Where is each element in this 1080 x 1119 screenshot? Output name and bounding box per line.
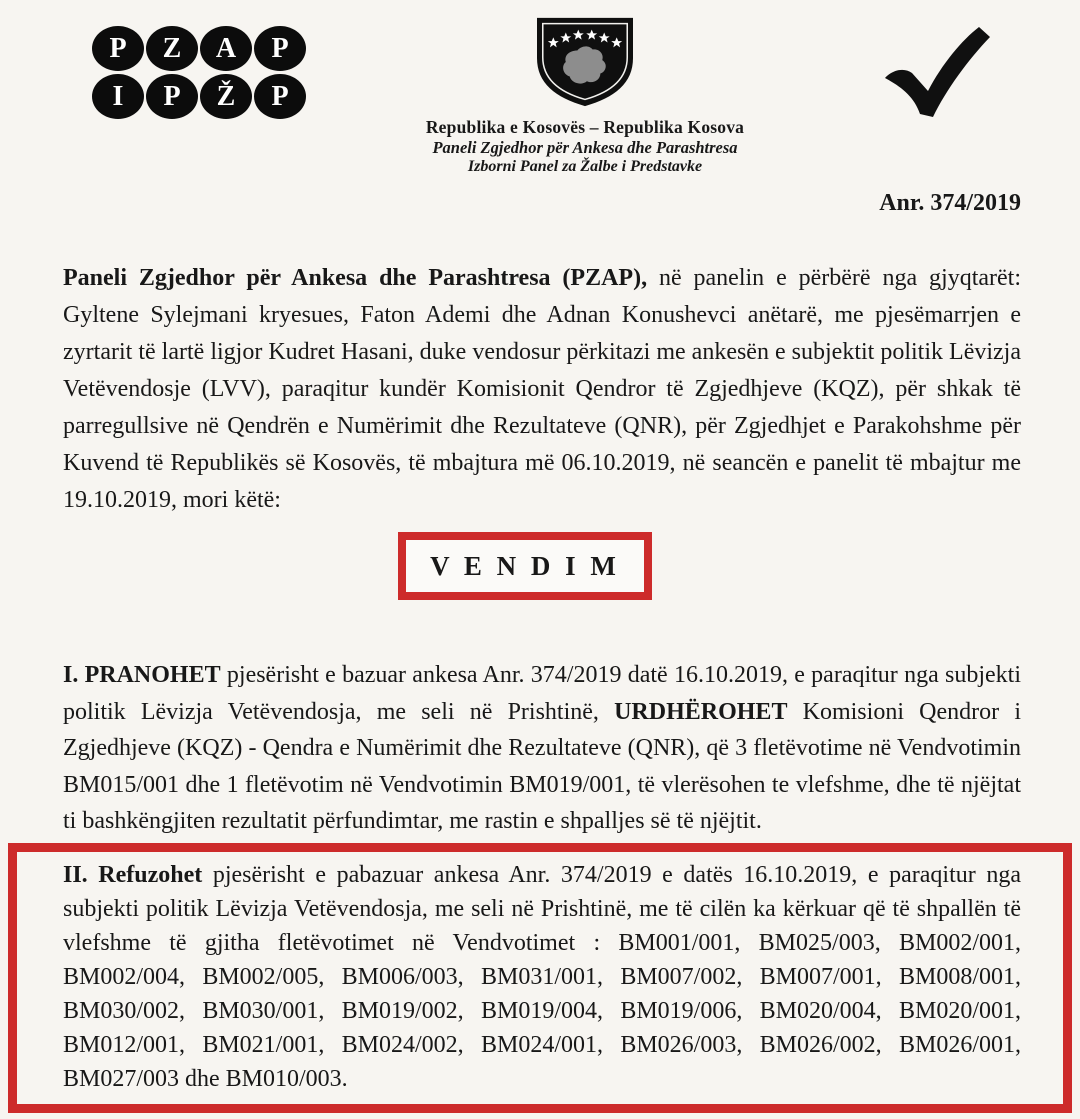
case-number: Anr. 374/2019 (879, 190, 1021, 216)
logo-letter: P (163, 80, 181, 112)
decision-heading: V E N D I M (430, 550, 620, 581)
kosovo-coat-of-arms-icon (527, 14, 643, 110)
pzap-logo-row-1 (92, 26, 308, 71)
logo-letter: A (215, 32, 237, 64)
decision-point-2 (63, 858, 1021, 1096)
republic-title: Republika e Kosovës – Republika Kosova (425, 117, 745, 137)
logo-oval (146, 26, 198, 71)
point2-label: II. Refuzohet (63, 862, 203, 888)
point1-text-a: pjesërisht e bazuar ankesa Anr. 374/2019 datë 16.10.2019, e paraqitur nga subjekti politik Lëvizja Vetëvendosja, me seli në Prishtinë, (63, 662, 1021, 725)
logo-letter: P (271, 80, 289, 112)
point1-order-bold: URDHËROHET (614, 698, 788, 725)
panel-title-albanian: Paneli Zgjedhor për Ankesa dhe Parashtresa (432, 138, 738, 157)
logo-oval (200, 74, 252, 119)
logo-oval (254, 26, 306, 71)
logo-oval (92, 74, 144, 119)
logo-oval (146, 74, 198, 119)
logo-oval (92, 26, 144, 71)
point1-text-b: Komisioni Qendror i Zgjedhjeve (KQZ) - Qendra e Numërimit dhe Rezultateve (QNR), që 3 fletëvotime në Vendvotimin BM015/001 dhe 1 fletëvotim në Vendvotimin BM019/001, të vlerësohen te vlefshme, dhe të njëjtat ti bashkëngjiten rezultatit përfundimtar, me rastin e shpalljes së të njëjtit. (63, 698, 1021, 834)
logo-oval (200, 26, 252, 71)
logo-letter: Z (162, 32, 182, 64)
decision-point-1 (63, 657, 1021, 840)
logo-letter: I (112, 80, 124, 112)
decision-heading-box (398, 532, 652, 600)
pzap-logo-icon (92, 26, 308, 122)
logo-oval (254, 74, 306, 119)
logo-letter: P (109, 32, 127, 64)
intro-lead-bold: Paneli Zgjedhor për Ankesa dhe Parashtresa (PZAP), (63, 265, 648, 291)
panel-title-serbian: Izborni Panel za Žalbe i Predstavke (467, 158, 703, 175)
point2-text: pjesërisht e pabazuar ankesa Anr. 374/2019 e datës 16.10.2019, e paraqitur nga subjekti politik Lëvizja Vetëvendosja, me seli në Prishtinë, me të cilën ka kërkuar që të shpallën të vlefshme të gjitha fletëvotimet në Vendvotimet : BM001/001, BM025/003, BM002/001, BM002/004, BM002/005, BM006/003, BM031/001, BM007/002, BM007/001, BM008/001, BM030/002, BM030/001, BM019/002, BM019/004, BM019/006, BM020/004, BM020/001, BM012/001, BM021/001, BM024/002, BM024/001, BM026/003, BM026/002, BM026/001, BM027/003 dhe BM010/003. (63, 862, 1021, 1092)
intro-rest: në panelin e përbërë nga gjyqtarët: Gyltene Sylejmani kryesues, Faton Ademi dhe Adnan Konushevci anëtarë, me pjesëmarrjen e zyrtarit të lartë ligjor Kudret Hasani, duke vendosur përkitazi me ankesën e subjektit politik Lëvizja Vetëvendosje (LVV), paraqitur kundër Komisionit Qendror të Zgjedhjeve (KQZ), për shkak të parregullsive në Qendrën e Numërimit dhe Rezultateve (QNR), për Zgjedhjet e Parakohshme për Kuvend të Republikës së Kosovës, të mbajtura më 06.10.2019, në seancën e panelit të mbajtur me 19.10.2019, mori këtë: (63, 265, 1021, 513)
point1-label: I. PRANOHET (63, 662, 221, 688)
pzap-logo-row-2 (92, 74, 308, 119)
checkmark-icon (876, 20, 994, 118)
institution-header (400, 14, 770, 176)
logo-letter: P (271, 32, 289, 64)
logo-letter: Ž (216, 80, 236, 112)
decision-point-2-box (8, 843, 1072, 1113)
intro-paragraph (63, 260, 1021, 519)
